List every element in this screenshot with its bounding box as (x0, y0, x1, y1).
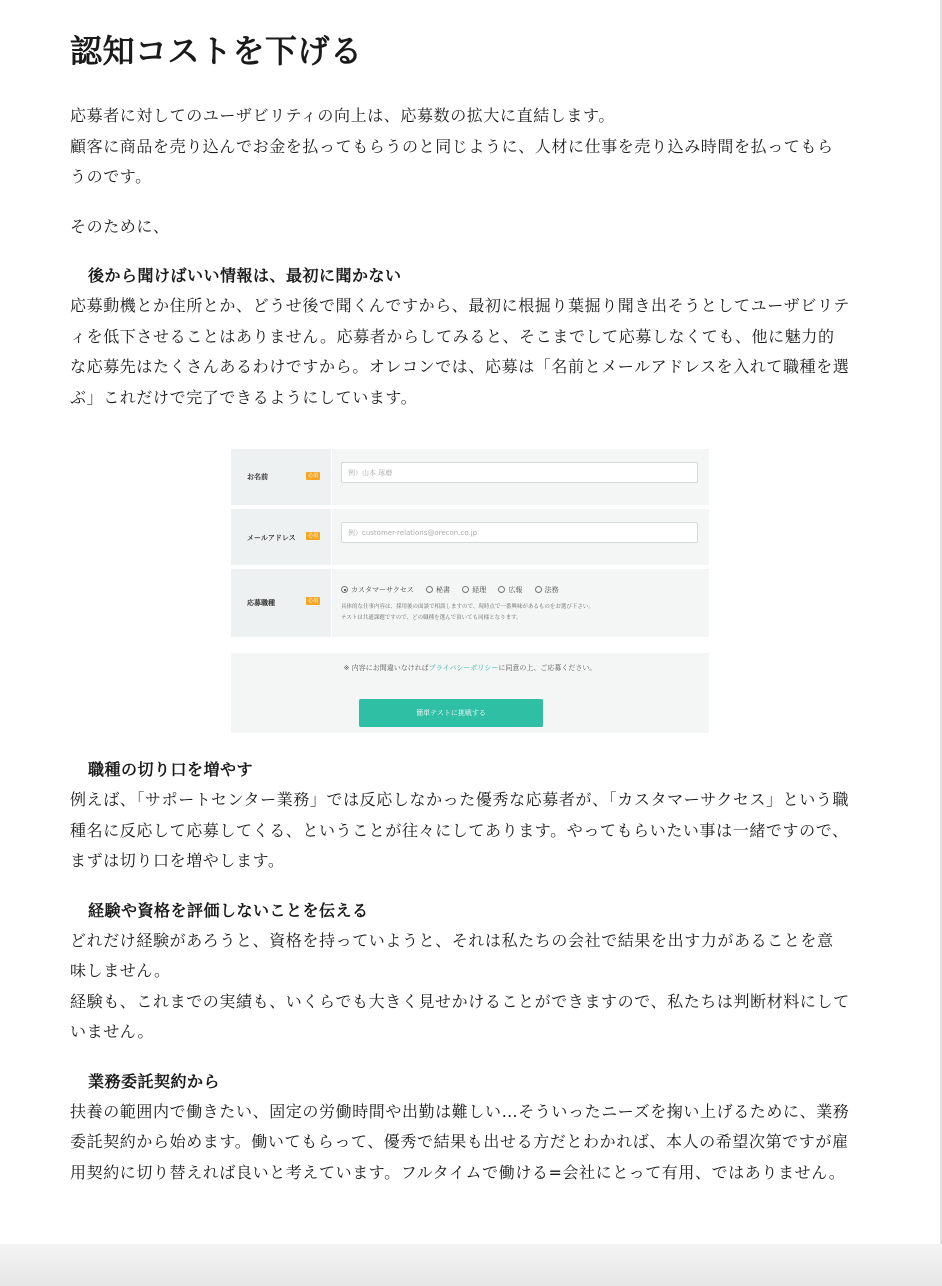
intro-paragraph-2: 顧客に商品を売り込んでお金を払ってもらうのと同じように、人材に仕事を売り込み時間を払ってもらうのです。 (70, 136, 834, 186)
intro-paragraph-1: 応募者に対してのユーザビリティの向上は、応募数の拡大に直結します。 (70, 106, 615, 125)
section-paragraph: 応募動機とか住所とか、どうせ後で聞くんですから、最初に根掘り葉掘り聞き出そうとしてユーザビリティを低下させることはありません。応募者からしてみると、そこまでして応募しなくても、他に魅力的な応募先はたくさんあるわけですから。オレコンでは、応募は「名前とメールアドレスを入れて職種を選ぶ」これだけで完了できるようにしています。 (70, 296, 850, 407)
name-input: 例）山本 琢磨 (341, 462, 698, 483)
name-label: お名前 (247, 473, 268, 481)
required-badge: 必須 (307, 598, 318, 604)
section-paragraph: 例えば、「サポートセンター業務」では反応しなかった優秀な応募者が、「カスタマーサクセス」という職種名に反応して応募してくる、ということが往々にしてあります。やってもらいたい事は一緒ですので、まずは切り口を増やします。 (70, 790, 850, 870)
section-4 (70, 1067, 850, 1189)
job-option-accounting: 経理 (462, 585, 486, 595)
email-input: 例）customer-relations@orecon.co.jp (341, 522, 698, 543)
required-badge: 必須 (307, 473, 318, 479)
job-note-2: テストは共通課題ですので、どの職種を選んで頂いても同様となります。 (341, 615, 522, 621)
consent-text: ※ 内容にお間違いなければプライバシーポリシーに同意の上、ご応募ください。 (343, 664, 597, 672)
section-3 (70, 896, 850, 1048)
job-label: 応募職種 (247, 599, 275, 607)
privacy-policy-link: プライバシーポリシー (428, 664, 499, 672)
email-label: メールアドレス (247, 534, 296, 542)
required-badge: 必須 (307, 533, 318, 539)
radio-icon (498, 586, 505, 593)
section-1 (70, 261, 850, 413)
submit-test-button: 簡単テストに挑戦する (359, 699, 543, 727)
form-row-email (231, 509, 709, 565)
section-heading: 業務委託契約から (88, 1071, 221, 1091)
application-form-image (231, 449, 709, 733)
intro-paragraph-3: そのために、 (70, 216, 170, 236)
section-2 (70, 755, 850, 877)
section-heading: 職種の切り口を増やす (88, 760, 254, 779)
consent-area (231, 653, 709, 733)
section-paragraph: どれだけ経験があろうと、資格を持っていようと、それは私たちの会社で結果を出す力があることを意味しません。 (70, 930, 834, 980)
section-paragraph: 経験も、これまでの実績も、いくらでも大きく見せかけることができますので、私たちは判断材料にしていません。 (70, 991, 850, 1041)
form-row-job (231, 569, 709, 637)
radio-icon (462, 586, 469, 593)
bottom-shade (0, 1244, 942, 1286)
job-option-customer-success: カスタマーサクセス (341, 585, 414, 595)
radio-selected-icon (341, 586, 348, 593)
job-radio-group (341, 585, 569, 595)
job-option-secretary: 秘書 (426, 585, 450, 595)
article-title: 認知コストを下げる (70, 32, 363, 70)
job-option-legal: 法務 (535, 585, 559, 595)
section-heading: 経験や資格を評価しないことを伝える (88, 900, 369, 920)
article-body (70, 28, 850, 1188)
section-heading: 後から聞けばいい情報は、最初に聞かない (88, 266, 402, 285)
radio-icon (426, 586, 433, 593)
radio-icon (535, 586, 542, 593)
job-option-pr: 広報 (498, 585, 522, 595)
section-paragraph: 扶養の範囲内で働きたい、固定の労働時間や出勤は難しい…そういったニーズを掬い上げるために、業務委託契約から始めます。働いてもらって、優秀で結果も出せる方だとわかれば、本人の希望次第ですが雇用契約に切り替えれば良いと考えています。フルタイムで働ける=会社にとって有用、ではありません。 (70, 1101, 850, 1182)
form-row-name (231, 449, 709, 505)
job-note-1: 具体的な仕事内容は、採用後の面談で相談しますので、現時点で一番興味があるものをお選び下さい。 (341, 604, 594, 610)
